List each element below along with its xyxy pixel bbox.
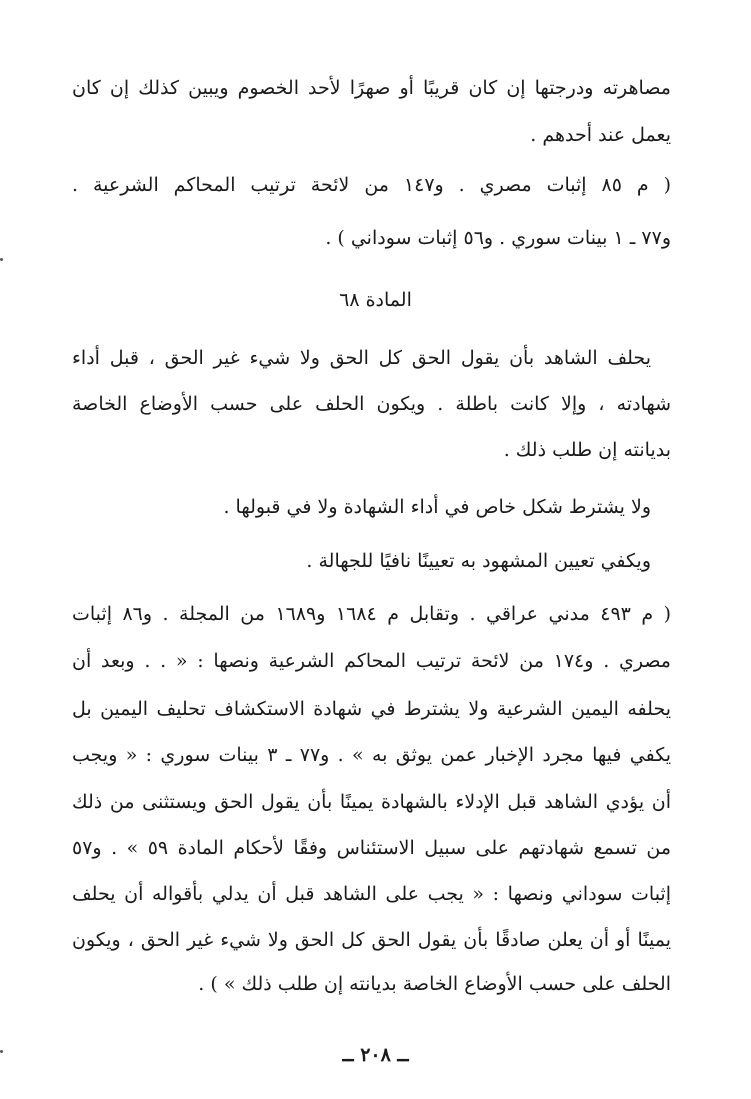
paragraph-line: ولا يشترط شكل خاص في أداء الشهادة ولا في قبولها . — [223, 496, 651, 518]
reference-line: يمينًا أو أن يعلن صادقًا بأن يقول الحق كل الحق ولا شيء غير الحق ، ويكون — [72, 929, 671, 951]
reference-line: أن يؤدي الشاهد قبل الإدلاء بالشهادة يمينًا بأن يقول الحق ويستثنى من ذلك — [72, 791, 671, 813]
paragraph-line: بديانته إن طلب ذلك . — [503, 439, 671, 461]
reference-line: يحلفه اليمين الشرعية ولا يشترط في شهادة الاستكشاف تحليف اليمين بل — [72, 698, 671, 720]
scan-speck — [0, 258, 3, 261]
reference-line: مصري . و١٧٤ من لائحة ترتيب المحاكم الشرعية ونصها : « . . وبعد أن — [72, 650, 671, 672]
paragraph-line: شهادته ، وإلا كانت باطلة . ويكون الحلف على حسب الأوضاع الخاصة — [72, 393, 671, 415]
reference-line: ( م ٤٩٣ مدني عراقي . وتقابل م ١٦٨٤ و١٦٨٩ من المجلة . و٨٦ إثبات — [72, 603, 672, 625]
paragraph-line: يعمل عند أحدهم . — [530, 124, 671, 146]
reference-line: يكفي فيها مجرد الإخبار عمن يوثق به » . و٧٧ ـ ٣ بينات سوري : « ويجب — [72, 744, 671, 766]
reference-line: و٧٧ ـ ١ بينات سوري . و٥٦ إثبات سوداني ) . — [325, 227, 671, 249]
reference-line: من تسمع شهادتهم على سبيل الاستئناس وفقًا لأحكام المادة ٥٩ » . و٥٧ — [72, 837, 671, 859]
paragraph-line: مصاهرته ودرجتها إن كان قريبًا أو صهرًا لأحد الخصوم ويبين كذلك إن كان — [72, 77, 671, 99]
reference-line: ( م ٨٥ إثبات مصري . و١٤٧ من لائحة ترتيب المحاكم الشرعية . — [72, 174, 671, 196]
reference-line: الحلف على حسب الأوضاع الخاصة بديانته إن طلب ذلك » ) . — [198, 973, 671, 995]
paragraph-line: ويكفي تعيين المشهود به تعيينًا نافيًا للجهالة . — [306, 550, 651, 572]
article-heading: المادة ٦٨ — [339, 289, 412, 311]
reference-line: إثبات سوداني ونصها : « يجب على الشاهد قبل أن يدلي بأقواله أن يحلف — [72, 883, 671, 905]
scan-speck — [0, 1050, 3, 1053]
page-number: ــ ٢٠٨ ــ — [342, 1044, 409, 1066]
paragraph-line: يحلف الشاهد بأن يقول الحق كل الحق ولا شيء غير الحق ، قبل أداء — [72, 347, 651, 369]
